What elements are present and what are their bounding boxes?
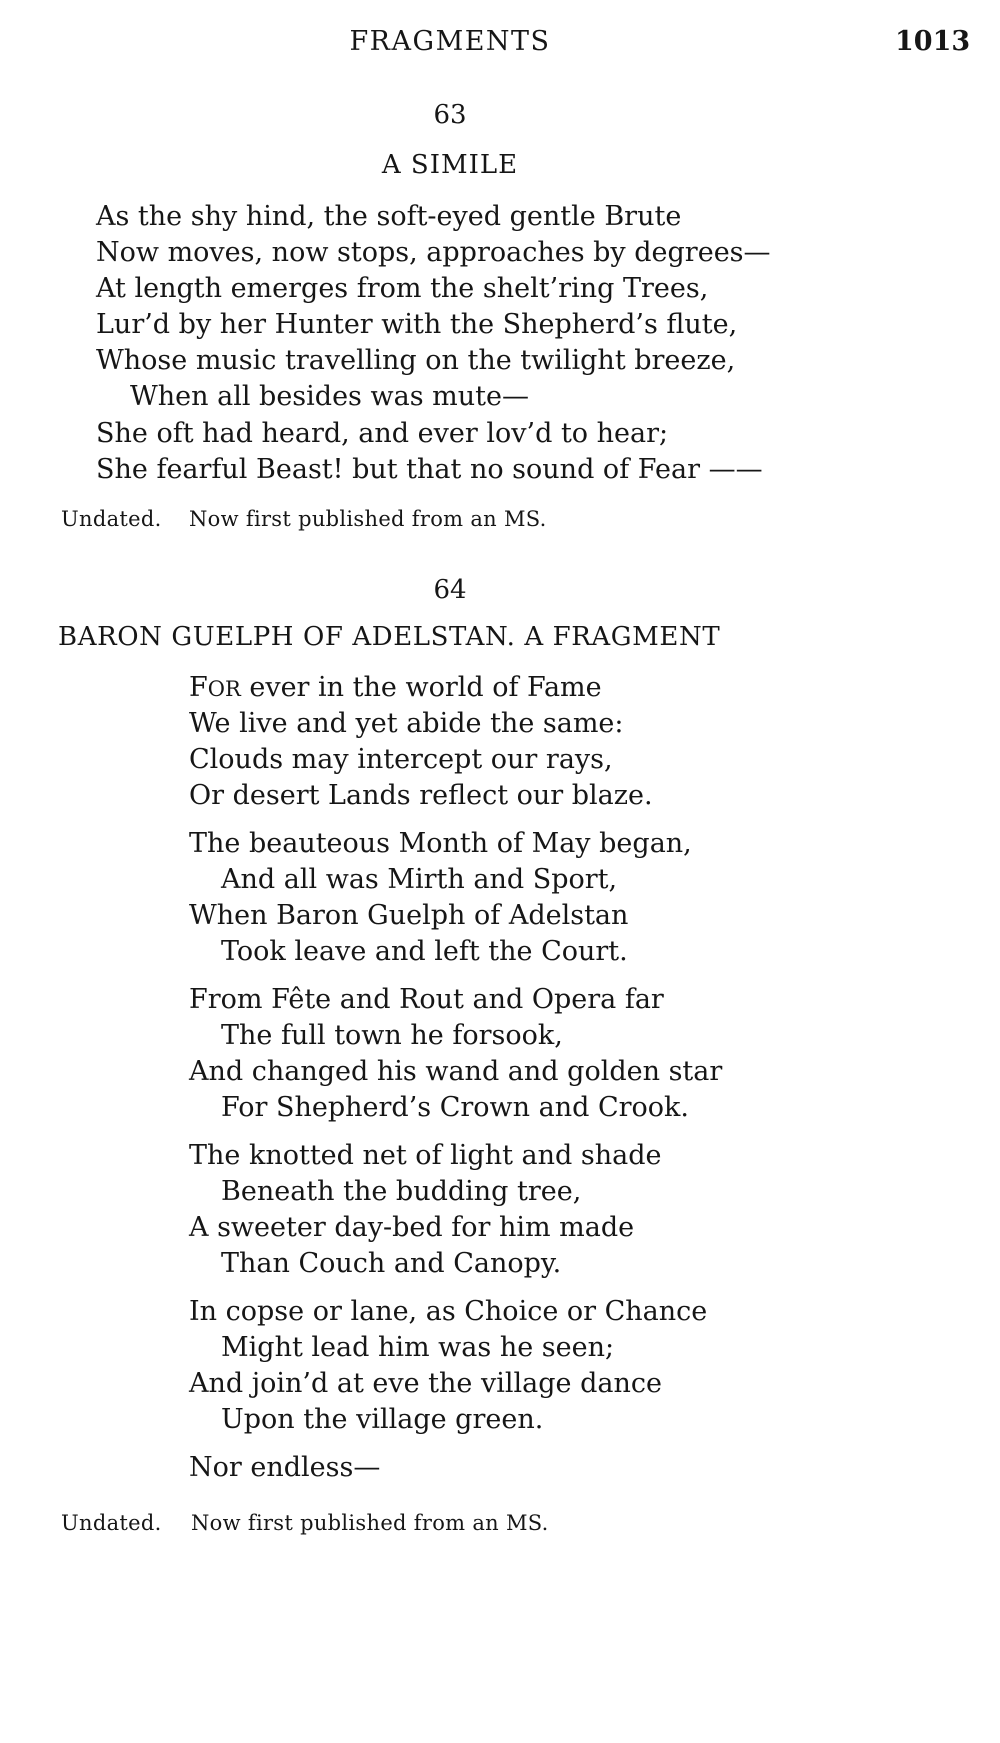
poem-64-line: Beneath the budding tree, (221, 1176, 582, 1207)
poem-63-line: When all besides was mute— (130, 381, 529, 412)
note-label: Undated. (61, 507, 162, 531)
poem-64-line: In copse or lane, as Choice or Chance (189, 1296, 708, 1327)
poem-63-line: As the shy hind, the soft-eyed gentle Brute (96, 201, 682, 232)
poem-63-line: Whose music travelling on the twilight breeze, (96, 345, 736, 376)
poem-64-line: The knotted net of light and shade (189, 1140, 662, 1171)
poem-64-line: And all was Mirth and Sport, (221, 864, 618, 895)
poem-64-line: Took leave and left the Court. (221, 936, 628, 967)
drop-initial: F (189, 672, 208, 703)
poem-64-line: For Shepherd’s Crown and Crook. (221, 1092, 690, 1123)
poem-64-note (61, 1511, 549, 1535)
poem-64-line: Or desert Lands reflect our blaze. (189, 780, 653, 811)
note-text: Now first published from an MS. (189, 507, 547, 531)
page-number: 1013 (895, 26, 971, 57)
poem-63-line: At length emerges from the shelt’ring Trees, (96, 273, 709, 304)
poem-63-line: She fearful Beast! but that no sound of Fear —— (96, 454, 763, 485)
poem-64-line: Upon the village green. (221, 1404, 544, 1435)
note-text: Now first published from an MS. (191, 1511, 549, 1535)
poem-63-line: She oft had heard, and ever lov’d to hear; (96, 418, 669, 449)
running-title: FRAGMENTS (349, 26, 551, 57)
poem-64-line: Might lead him was he seen; (221, 1332, 615, 1363)
poem-64-line: Nor endless— (189, 1452, 381, 1483)
poem-63-line: Lur’d by her Hunter with the Shepherd’s flute, (96, 309, 738, 340)
poem-64-line: And changed his wand and golden star (189, 1056, 723, 1087)
poem-64-line (189, 672, 602, 703)
poem-64-line: And join’d at eve the village dance (189, 1368, 662, 1399)
poem-64-line: The beauteous Month of May began, (189, 828, 692, 859)
poem-64-line: We live and yet abide the same: (189, 708, 624, 739)
poem-63-number: 63 (433, 100, 467, 130)
poem-63-note (61, 507, 547, 531)
poem-64-line: The full town he forsook, (221, 1020, 563, 1051)
poem-64-line: Clouds may intercept our rays, (189, 744, 613, 775)
line-rest: ever in the world of Fame (240, 672, 602, 703)
poem-64-line: From Fête and Rout and Opera far (189, 984, 664, 1015)
note-label: Undated. (61, 1511, 162, 1535)
poem-63-line: Now moves, now stops, approaches by degrees— (96, 237, 771, 268)
small-caps: OR (207, 677, 241, 701)
poem-64-title: BARON GUELPH OF ADELSTAN. A FRAGMENT (58, 622, 721, 652)
poem-64-line: When Baron Guelph of Adelstan (189, 900, 629, 931)
poem-64-line: Than Couch and Canopy. (221, 1248, 562, 1279)
poem-64-number: 64 (433, 575, 467, 605)
poem-64-line: A sweeter day-bed for him made (189, 1212, 635, 1243)
poem-63-title: A SIMILE (381, 150, 519, 180)
